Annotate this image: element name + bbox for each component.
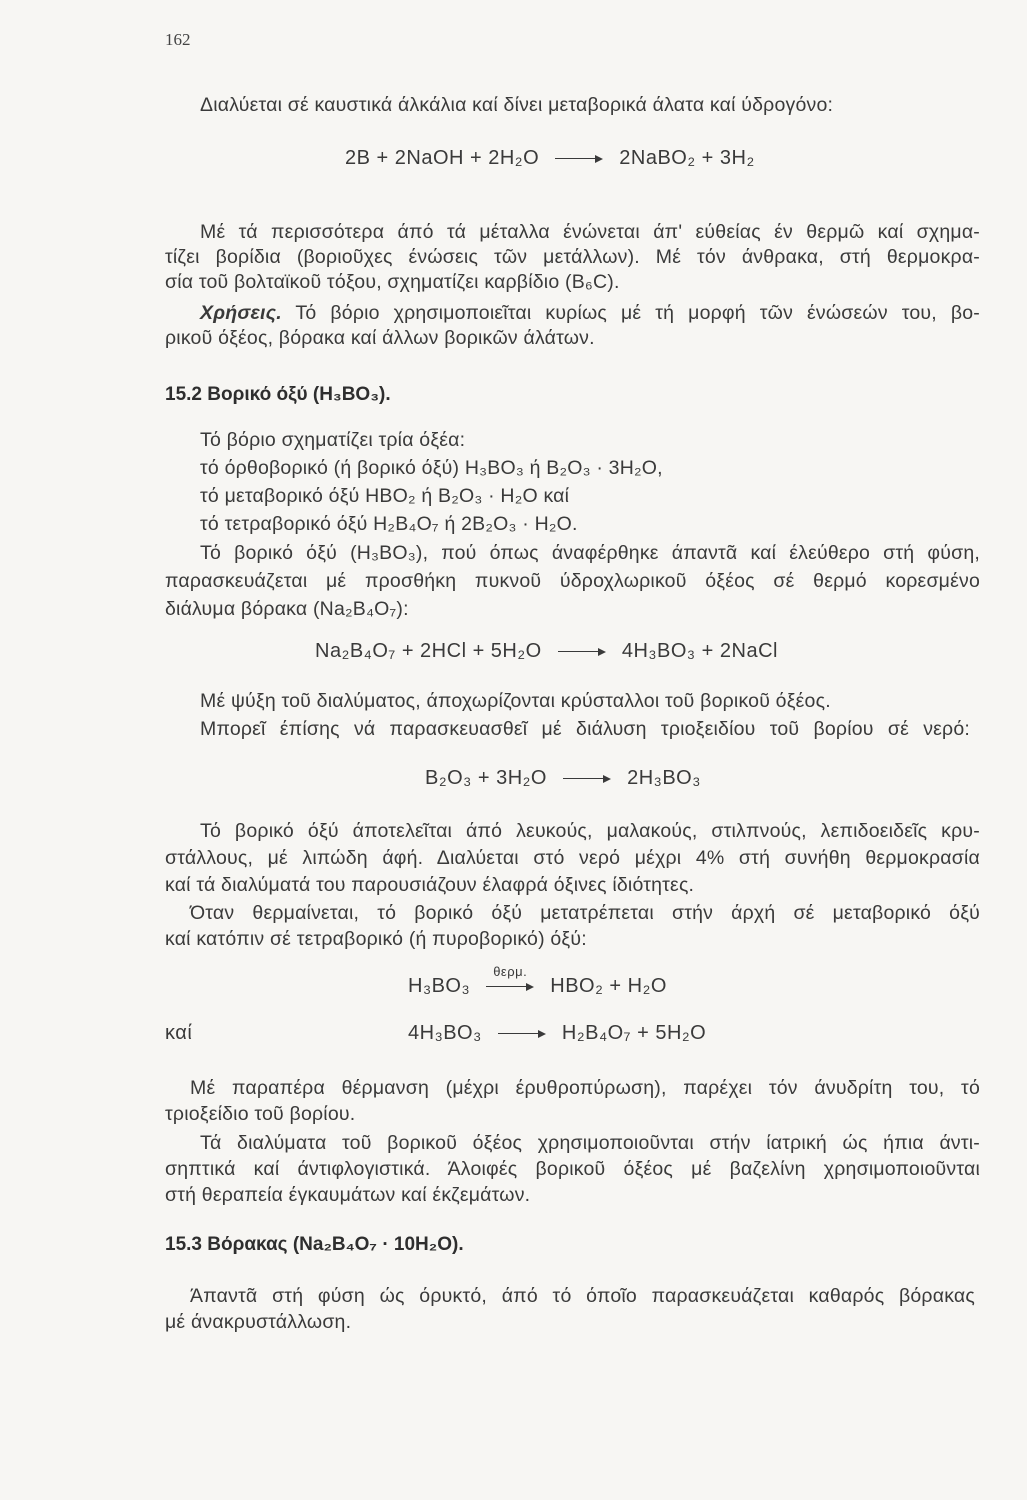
paragraph-line: Τό βορικό όξύ άποτελεῖται άπό λευκούς, μαλακούς, στιλπνούς, λεπιδοειδεῖς κρυ- bbox=[200, 820, 980, 842]
reaction-arrow-icon bbox=[555, 154, 603, 164]
equation-oxide-water bbox=[425, 765, 701, 791]
section-heading-15-3: 15.3 Βόρακας (Na₂B₄O₇ · 10H₂O). bbox=[165, 1234, 464, 1255]
reaction-arrow-icon bbox=[486, 963, 534, 992]
paragraph-line: στάλλους, μέ λιπώδη άφή. Διαλύεται στό νερό μέχρι 4% στή συνήθη θερμοκρασία bbox=[165, 847, 980, 869]
equation-right: HBO₂ + H₂O bbox=[550, 975, 667, 997]
equation-heating-2 bbox=[408, 1020, 706, 1046]
paragraph-line: τριοξείδιο τοῦ βορίου. bbox=[165, 1103, 356, 1125]
equation-heating-1 bbox=[408, 963, 667, 999]
uses-text: Τό βόριο χρησιμοποιεῖται κυρίως μέ τή μορφή τῶν ένώσεών του, βο- bbox=[281, 302, 980, 324]
paragraph-line: καί τά διαλύματά του παρουσιάζουν έλαφρά όξινες ίδιότητες. bbox=[165, 874, 695, 896]
equation-right: 4H₃BO₃ + 2NaCl bbox=[621, 640, 778, 662]
paragraph-line: Όταν θερμαίνεται, τό βορικό όξύ μετατρέπεται στήν άρχή σέ μεταβορικό όξύ bbox=[190, 902, 980, 924]
equation-left: B₂O₃ + 3H₂O bbox=[425, 767, 547, 789]
equation-left: Na₂B₄O₇ + 2HCl + 5H₂O bbox=[315, 640, 542, 662]
acids-line: τό τετραβορικό όξύ H₂B₄O₇ ή 2B₂O₃ · H₂O. bbox=[200, 513, 578, 535]
paragraph-line: Άπαντᾶ στή φύση ώς όρυκτό, άπό τό όποῖο παρασκευάζεται καθαρός βόρακας bbox=[190, 1285, 975, 1307]
equation-prefix: καί bbox=[165, 1022, 193, 1044]
paragraph-line: μέ άνακρυστάλλωση. bbox=[165, 1311, 352, 1333]
reaction-arrow-icon bbox=[563, 774, 611, 784]
intro-text: Διαλύεται σέ καυστικά άλκάλια καί δίνει μεταβορικά άλατα καί ύδρογόνο: bbox=[200, 94, 834, 116]
acids-line: τό μεταβορικό όξύ HBO₂ ή B₂O₃ · H₂O καί bbox=[200, 485, 570, 507]
paragraph-line: Μέ ψύξη τοῦ διαλύματος, άποχωρίζονται κρύσταλλοι τοῦ βορικοῦ όξέος. bbox=[200, 690, 831, 712]
acids-line: τό όρθοβορικό (ή βορικό όξύ) H₃BO₃ ή B₂O₃ · 3H₂O, bbox=[200, 457, 663, 479]
paragraph-line: Τά διαλύματα τοῦ βορικοῦ όξέος χρησιμοποιοῦνται στήν ίατρική ώς ήπια άντι- bbox=[200, 1132, 980, 1154]
equation-right: 2H₃BO₃ bbox=[627, 767, 701, 789]
section-heading-15-2: 15.2 Βορικό όξύ (H₃BO₃). bbox=[165, 384, 391, 405]
arrow-condition-label: θερμ. bbox=[493, 963, 528, 979]
reaction-arrow-icon bbox=[558, 647, 606, 657]
paragraph-line: διάλυμα βόρακα (Na₂B₄O₇): bbox=[165, 598, 409, 620]
uses-paragraph bbox=[200, 300, 980, 326]
equation-right: 2NaBO₂ + 3H₂ bbox=[619, 147, 755, 169]
paragraph-line: στή θεραπεία έγκαυμάτων καί έκζεμάτων. bbox=[165, 1184, 531, 1206]
paragraph-line: Τό βορικό όξύ (H₃BO₃), πού όπως άναφέρθηκε άπαντᾶ καί έλεύθερο στή φύση, bbox=[200, 542, 980, 564]
equation-left: 2B + 2NaOH + 2H₂O bbox=[345, 147, 540, 169]
equation-borax-hcl bbox=[315, 638, 778, 664]
paragraph-line: καί κατόπιν σέ τετραβορικό (ή πυροβορικό) όξύ: bbox=[165, 928, 587, 950]
paragraph-line: ρικοῦ όξέος, βόρακα καί άλλων βορικῶν άλάτων. bbox=[165, 327, 595, 349]
paragraph-line: σία τοῦ βολταϊκοῦ τόξου, σχηματίζει καρβίδιο (B₆C). bbox=[165, 271, 620, 293]
equation-right: H₂B₄O₇ + 5H₂O bbox=[561, 1022, 707, 1044]
paragraph-line: Μπορεῖ έπίσης νά παρασκευασθεῖ μέ διάλυση τριοξειδίου τοῦ βορίου σέ νερό: bbox=[200, 718, 970, 740]
equation-left: H₃BO₃ bbox=[408, 975, 471, 997]
equation-boron-naoh bbox=[345, 145, 755, 171]
acids-line: Τό βόριο σχηματίζει τρία όξέα: bbox=[200, 429, 466, 451]
paragraph-line: παρασκευάζεται μέ προσθήκη πυκνοῦ ύδροχλωρικοῦ όξέος σέ θερμό κορεσμένο bbox=[165, 570, 980, 592]
paragraph-line: Μέ τά περισσότερα άπό τά μέταλλα ένώνεται άπ' εύθείας έν θερμῶ καί σχημα- bbox=[200, 221, 980, 243]
uses-label: Χρήσεις. bbox=[200, 302, 282, 324]
reaction-arrow-icon bbox=[498, 1029, 546, 1039]
equation-left: 4H₃BO₃ bbox=[408, 1022, 482, 1044]
page-number: 162 bbox=[165, 30, 191, 49]
paragraph-line: Μέ παραπέρα θέρμανση (μέχρι έρυθροπύρωση), παρέχει τόν άνυδρίτη του, τό bbox=[190, 1077, 980, 1099]
paragraph-line: τίζει βορίδια (βοριοῦχες ένώσεις τῶν μετάλλων). Μέ τόν άνθρακα, στή θερμοκρα- bbox=[165, 246, 980, 268]
paragraph-line: σηπτικά καί άντιφλογιστικά. Άλοιφές βορικοῦ όξέος μέ βαζελίνη χρησιμοποιοῦνται bbox=[165, 1158, 980, 1180]
